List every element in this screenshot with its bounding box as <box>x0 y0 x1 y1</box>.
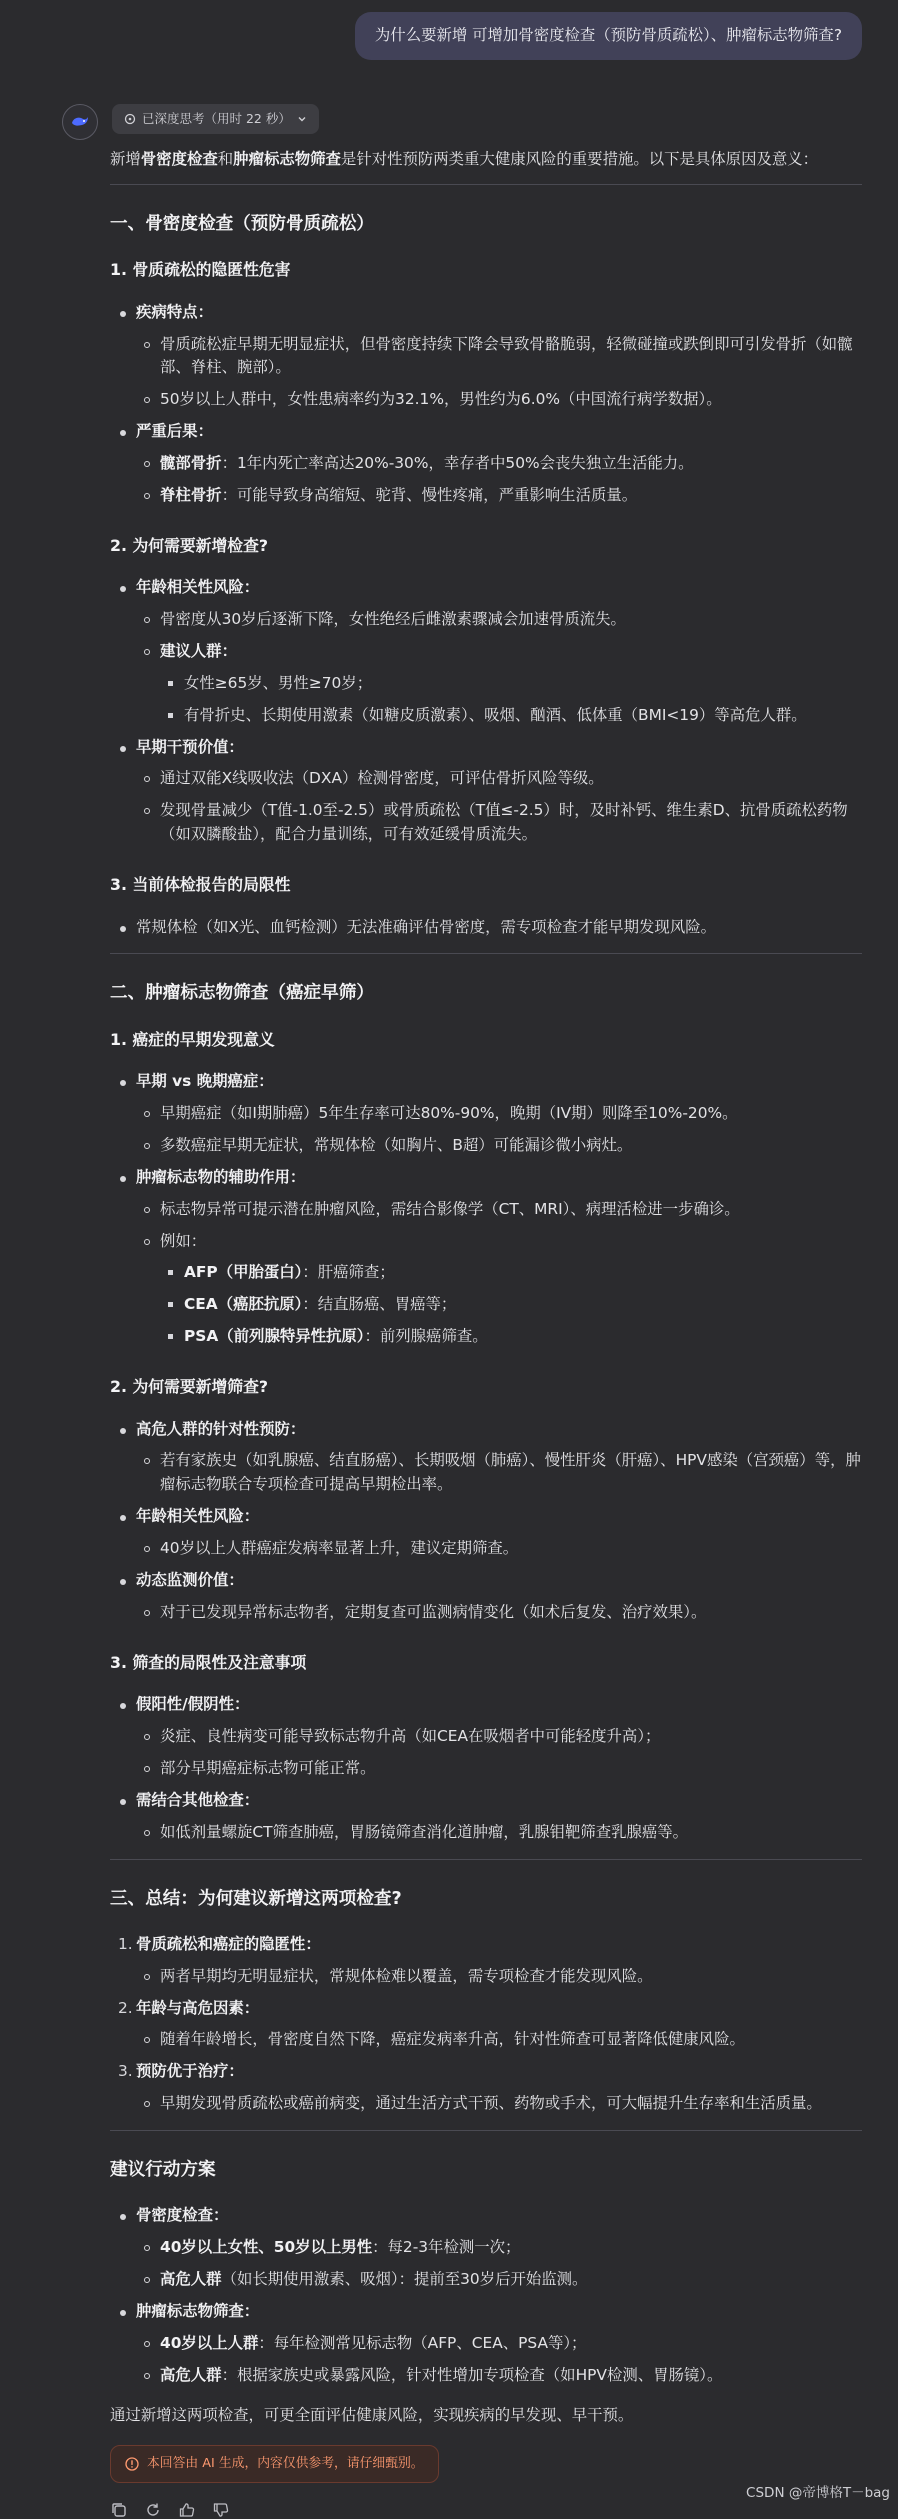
list-item: 高危人群的针对性预防： 若有家族史（如乳腺癌、结直肠癌）、长期吸烟（肺癌）、慢性肝炎（肝癌）、HPV感染（宫颈癌）等，肿瘤标志物联合专项检查可提高早期检出率。 <box>110 1418 862 1498</box>
list-item: 早期干预价值： 通过双能X线吸收法（DXA）检测骨密度，可评估骨折风险等级。 发现骨量减少（T值-1.0至-2.5）或骨质疏松（T值≤-2.5）时，及时补钙、维生素D、抗骨质疏松药物（如双膦酸盐），配合力量训练，可有效延缓骨质流失。 <box>110 736 862 848</box>
list-item: 标志物异常可提示潜在肿瘤风险，需结合影像学（CT、MRI）、病理活检进一步确诊。 <box>136 1198 862 1222</box>
chevron-down-icon <box>297 114 307 124</box>
list-item: 需结合其他检查： 如低剂量螺旋CT筛查肺癌，胃肠镜筛查消化道肿瘤，乳腺钼靶筛查乳腺癌等。 <box>110 1789 862 1845</box>
list-item: 发现骨量减少（T值-1.0至-2.5）或骨质疏松（T值≤-2.5）时，及时补钙、维生素D、抗骨质疏松药物（如双膦酸盐），配合力量训练，可有效延缓骨质流失。 <box>136 799 862 847</box>
list-item: 3. 预防优于治疗： 早期发现骨质疏松或癌前病变，通过生活方式干预、药物或手术，可大幅提升生存率和生活质量。 <box>110 2060 862 2116</box>
plan-title: 建议行动方案 <box>110 2160 216 2181</box>
list-item: 肿瘤标志物筛查： 40岁以上人群：每年检测常见标志物（AFP、CEA、PSA等）； 高危人群：根据家族史或暴露风险，针对性增加专项检查（如HPV检测、胃肠镜）。 <box>110 2300 862 2388</box>
user-message-bubble <box>355 12 862 60</box>
list-item: 两者早期均无明显症状，常规体检难以覆盖，需专项检查才能发现风险。 <box>136 1965 862 1989</box>
list-item: 骨质疏松症早期无明显症状，但骨密度持续下降会导致骨骼脆弱，轻微碰撞或跌倒即可引发骨折（如髋部、脊柱、腕部）。 <box>136 333 862 381</box>
list-item: 50岁以上人群中，女性患病率约为32.1%，男性约为6.0%（中国流行病学数据）。 <box>136 388 862 412</box>
list-item: 40岁以上女性、50岁以上男性：每2-3年检测一次； <box>136 2236 862 2260</box>
list-item: 部分早期癌症标志物可能正常。 <box>136 1757 862 1781</box>
copy-icon[interactable] <box>110 2501 128 2519</box>
divider <box>110 184 862 185</box>
list-item: 动态监测价值： 对于已发现异常标志物者，定期复查可监测病情变化（如术后复发、治疗效果）。 <box>110 1569 862 1625</box>
s1-h3: 3. 当前体检报告的局限性 <box>110 875 291 895</box>
intro: 新增骨密度检查和肿瘤标志物筛查是针对性预防两类重大健康风险的重要措施。以下是具体原因及意义： <box>110 150 819 168</box>
list-item: 炎症、良性病变可能导致标志物升高（如CEA在吸烟者中可能轻度升高）； <box>136 1725 862 1749</box>
list-item: 建议人群： 女性≥65岁、男性≥70岁； 有骨折史、长期使用激素（如糖皮质激素）、吸烟、酗酒、低体重（BMI<19）等高危人群。 <box>136 640 862 728</box>
list-item: 疾病特点： 骨质疏松症早期无明显症状，但骨密度持续下降会导致骨骼脆弱，轻微碰撞或跌倒即可引发骨折（如髋部、脊柱、腕部）。 50岁以上人群中，女性患病率约为32.1%，男性约为6.0%（中国流行病学数据）。 <box>110 301 862 413</box>
list-item: 假阳性/假阴性： 炎症、良性病变可能导致标志物升高（如CEA在吸烟者中可能轻度升高）； 部分早期癌症标志物可能正常。 <box>110 1693 862 1781</box>
section-3-title: 三、总结：为何建议新增这两项检查? <box>110 1888 402 1909</box>
list-item: 若有家族史（如乳腺癌、结直肠癌）、长期吸烟（肺癌）、慢性肝炎（肝癌）、HPV感染（宫颈癌）等，肿瘤标志物联合专项检查可提高早期检出率。 <box>136 1449 862 1497</box>
list-item: 1. 骨质疏松和癌症的隐匿性： 两者早期均无明显症状，常规体检难以覆盖，需专项检查才能发现风险。 <box>110 1933 862 1989</box>
list-item: 通过双能X线吸收法（DXA）检测骨密度，可评估骨折风险等级。 <box>136 767 862 791</box>
divider <box>110 953 862 954</box>
s2-h3: 3. 筛查的局限性及注意事项 <box>110 1652 307 1672</box>
assistant-avatar <box>62 104 98 140</box>
s2-h1: 1. 癌症的早期发现意义 <box>110 1029 275 1049</box>
list-item: 早期发现骨质疏松或癌前病变，通过生活方式干预、药物或手术，可大幅提升生存率和生活质量。 <box>136 2092 862 2116</box>
list-item: 脊柱骨折：可能导致身高缩短、驼背、慢性疼痛，严重影响生活质量。 <box>136 484 862 508</box>
user-question: 为什么要新增 可增加骨密度检查（预防骨质疏松）、肿瘤标志物筛查? <box>374 26 842 44</box>
divider <box>110 1859 862 1860</box>
watermark: CSDN @帝博格T－bag <box>746 2485 890 2502</box>
thumbs-up-icon[interactable] <box>178 2501 196 2519</box>
list-item: 年龄相关性风险： 骨密度从30岁后逐渐下降，女性绝经后雌激素骤减会加速骨质流失。 建议人群： 女性≥65岁、男性≥70岁； 有骨折史、长期使用激素（如糖皮质激素）、吸烟、酗酒、低体重（BMI<19）等高危人群。 <box>110 576 862 727</box>
list-item: 2. 年龄与高危因素： 随着年龄增长，骨密度自然下降，癌症发病率升高，针对性筛查可显著降低健康风险。 <box>110 1997 862 2053</box>
list-item: 有骨折史、长期使用激素（如糖皮质激素）、吸烟、酗酒、低体重（BMI<19）等高危人群。 <box>160 704 862 728</box>
list-item: 40岁以上人群癌症发病率显著上升，建议定期筛查。 <box>136 1537 862 1561</box>
list-item: 多数癌症早期无症状，常规体检（如胸片、B超）可能漏诊微小病灶。 <box>136 1134 862 1158</box>
list-item: CEA（癌胚抗原）：结直肠癌、胃癌等； <box>160 1293 862 1317</box>
list-item: 40岁以上人群：每年检测常见标志物（AFP、CEA、PSA等）； <box>136 2332 862 2356</box>
closing: 通过新增这两项检查，可更全面评估健康风险，实现疾病的早发现、早干预。 <box>110 2405 634 2424</box>
s2-h2: 2. 为何需要新增筛查? <box>110 1377 269 1397</box>
list-item: 随着年龄增长，骨密度自然下降，癌症发病率升高，针对性筛查可显著降低健康风险。 <box>136 2028 862 2052</box>
list-item: 高危人群：根据家族史或暴露风险，针对性增加专项检查（如HPV检测、胃肠镜）。 <box>136 2364 862 2388</box>
list-item: 骨密度从30岁后逐渐下降，女性绝经后雌激素骤减会加速骨质流失。 <box>136 608 862 632</box>
assistant-answer <box>110 148 862 2519</box>
list-item: 早期癌症（如I期肺癌）5年生存率可达80%-90%，晚期（IV期）则降至10%-20%。 <box>136 1102 862 1126</box>
list-item: 对于已发现异常标志物者，定期复查可监测病情变化（如术后复发、治疗效果）。 <box>136 1601 862 1625</box>
deep-think-toggle[interactable] <box>112 104 319 134</box>
section-2-title: 二、肿瘤标志物筛查（癌症早筛） <box>110 983 374 1004</box>
list-item: 骨密度检查： 40岁以上女性、50岁以上男性：每2-3年检测一次； 高危人群（如长期使用激素、吸烟）：提前至30岁后开始监测。 <box>110 2204 862 2292</box>
s1-h2: 2. 为何需要新增检查? <box>110 535 269 555</box>
list-item: 严重后果： 髋部骨折：1年内死亡率高达20%-30%，幸存者中50%会丧失独立生活能力。 脊柱骨折：可能导致身高缩短、驼背、慢性疼痛，严重影响生活质量。 <box>110 420 862 508</box>
s1-h1: 1. 骨质疏松的隐匿性危害 <box>110 260 291 280</box>
list-item: 髋部骨折：1年内死亡率高达20%-30%，幸存者中50%会丧失独立生活能力。 <box>136 452 862 476</box>
list-item: 常规体检（如X光、血钙检测）无法准确评估骨密度，需专项检查才能早期发现风险。 <box>110 916 862 940</box>
list-item: 如低剂量螺旋CT筛查肺癌，胃肠镜筛查消化道肿瘤，乳腺钼靶筛查乳腺癌等。 <box>136 1821 862 1845</box>
ai-disclaimer <box>110 2445 439 2483</box>
list-item: 例如： AFP（甲胎蛋白）：肝癌筛查； CEA（癌胚抗原）：结直肠癌、胃癌等； PSA（前列腺特异性抗原）：前列腺癌筛查。 <box>136 1230 862 1350</box>
list-item: 高危人群（如长期使用激素、吸烟）：提前至30岁后开始监测。 <box>136 2268 862 2292</box>
think-icon <box>124 113 136 125</box>
disclaimer-text: 本回答由 AI 生成，内容仅供参考，请仔细甄别。 <box>147 2456 424 2472</box>
divider <box>110 2130 862 2131</box>
list-item: 早期 vs 晚期癌症： 早期癌症（如I期肺癌）5年生存率可达80%-90%，晚期（IV期）则降至10%-20%。 多数癌症早期无症状，常规体检（如胸片、B超）可能漏诊微小病灶。 <box>110 1070 862 1158</box>
think-chip-label: 已深度思考（用时 22 秒） <box>142 111 291 127</box>
list-item: PSA（前列腺特异性抗原）：前列腺癌筛查。 <box>160 1325 862 1349</box>
regenerate-icon[interactable] <box>144 2501 162 2519</box>
thumbs-down-icon[interactable] <box>212 2501 230 2519</box>
list-item: AFP（甲胎蛋白）：肝癌筛查； <box>160 1261 862 1285</box>
whale-logo-icon <box>70 112 90 132</box>
list-item: 年龄相关性风险： 40岁以上人群癌症发病率显著上升，建议定期筛查。 <box>110 1505 862 1561</box>
warning-icon <box>125 2457 139 2471</box>
list-item: 女性≥65岁、男性≥70岁； <box>160 672 862 696</box>
section-1-title: 一、骨密度检查（预防骨质疏松） <box>110 213 374 234</box>
list-item: 肿瘤标志物的辅助作用： 标志物异常可提示潜在肿瘤风险，需结合影像学（CT、MRI）、病理活检进一步确诊。 例如： AFP（甲胎蛋白）：肝癌筛查； CEA（癌胚抗原）：结直肠癌、胃癌等； PSA（前列腺特异性抗原）：前列腺癌筛查。 <box>110 1166 862 1349</box>
